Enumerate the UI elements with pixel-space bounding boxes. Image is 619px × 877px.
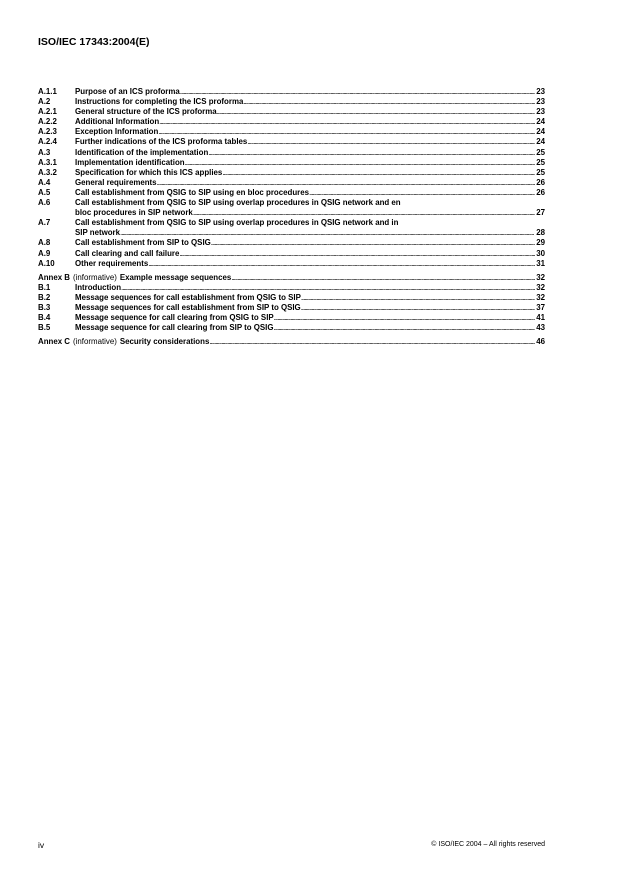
toc-number: A.2.4 — [38, 137, 57, 147]
toc-entry[interactable] — [38, 127, 545, 137]
toc-title: Instructions for completing the ICS proforma — [75, 97, 244, 107]
toc-entry[interactable] — [38, 168, 545, 178]
dot-leader — [211, 238, 535, 248]
toc-page: 32 — [536, 282, 545, 292]
dot-leader — [243, 97, 535, 107]
dot-leader — [309, 188, 535, 198]
toc-annex-c[interactable] — [38, 337, 545, 347]
toc-entry[interactable] — [38, 97, 545, 107]
toc-number: A.6 — [38, 198, 51, 208]
toc-number: A.5 — [38, 187, 51, 197]
toc-entry[interactable] — [38, 249, 545, 259]
toc-title: General structure of the ICS proforma — [75, 107, 217, 117]
annex-label: Annex C — [38, 337, 71, 347]
toc-page: 23 — [536, 107, 545, 117]
toc-entry[interactable] — [38, 303, 545, 313]
dot-leader — [148, 259, 535, 269]
dot-leader — [159, 117, 535, 127]
copyright-notice: © ISO/IEC 2004 – All rights reserved — [431, 841, 545, 848]
dot-leader — [274, 323, 536, 333]
toc-entry[interactable] — [38, 323, 545, 333]
toc-number: B.5 — [38, 323, 51, 333]
toc-page: 28 — [536, 228, 545, 238]
toc-title: Purpose of an ICS proforma — [75, 87, 180, 96]
dot-leader — [301, 303, 536, 313]
toc-title: Call clearing and call failure — [75, 248, 180, 258]
toc-page: 32 — [536, 272, 545, 282]
annex-title: Example message sequences — [119, 272, 232, 282]
annex-label: Annex B — [38, 272, 71, 282]
toc-title-continued: bloc procedures in SIP network — [75, 208, 193, 218]
toc-entry[interactable] — [38, 238, 545, 248]
dot-leader — [209, 337, 535, 347]
toc-number: A.3 — [38, 147, 51, 157]
toc-page: 41 — [536, 313, 545, 323]
toc-number: A.3.2 — [38, 167, 57, 177]
toc-title: Message sequences for call establishment from SIP to QSIG — [75, 302, 301, 312]
dot-leader — [231, 273, 535, 283]
dot-leader — [274, 313, 536, 323]
dot-leader — [217, 107, 536, 117]
annex-informative: (informative) — [73, 272, 117, 282]
annex-informative: (informative) — [73, 337, 117, 347]
toc-title: Implementation identification — [75, 157, 185, 167]
toc-entry[interactable] — [38, 178, 545, 188]
toc-number: A.9 — [38, 248, 51, 258]
toc-page: 26 — [536, 187, 545, 197]
toc-number: A.4 — [38, 177, 51, 187]
toc-page: 31 — [536, 258, 545, 268]
dot-leader — [185, 158, 536, 168]
toc-entry[interactable] — [38, 137, 545, 147]
toc-annex-b[interactable] — [38, 273, 545, 283]
toc-page: 25 — [536, 167, 545, 177]
dot-leader — [208, 148, 535, 158]
annex-title: Security considerations — [119, 337, 210, 347]
toc-title: Identification of the implementation — [75, 147, 209, 157]
toc-page: 25 — [536, 147, 545, 157]
toc-entry[interactable] — [38, 87, 545, 97]
dot-leader — [120, 228, 535, 238]
toc-number: A.2.3 — [38, 127, 57, 137]
toc-number: B.4 — [38, 313, 51, 323]
toc-title: Message sequence for call clearing from SIP to QSIG — [75, 323, 274, 333]
toc-entry[interactable] — [38, 293, 545, 303]
toc-entry[interactable] — [38, 313, 545, 323]
toc-page: 37 — [536, 302, 545, 312]
toc-entry[interactable] — [38, 117, 545, 127]
toc-title: Message sequences for call establishment from QSIG to SIP — [75, 292, 301, 302]
toc-title: General requirements — [75, 177, 157, 187]
toc-page: 24 — [536, 117, 545, 127]
toc-entry[interactable] — [38, 148, 545, 158]
dot-leader — [193, 208, 535, 218]
toc-number: A.10 — [38, 258, 55, 268]
toc-page: 30 — [536, 248, 545, 258]
toc-title: Additional Information — [75, 117, 160, 127]
toc-title: Call establishment from QSIG to SIP using en bloc procedures — [75, 187, 309, 197]
toc-page: 26 — [536, 177, 545, 187]
toc-number: B.3 — [38, 302, 51, 312]
toc-page: 46 — [536, 337, 545, 347]
toc-number: A.7 — [38, 218, 51, 228]
dot-leader — [157, 178, 536, 188]
toc-page: 25 — [536, 157, 545, 167]
toc-entry-multiline[interactable] — [38, 218, 545, 238]
dot-leader — [301, 293, 535, 303]
toc-title: Further indications of the ICS proforma tables — [75, 137, 248, 147]
dot-leader — [222, 168, 535, 178]
dot-leader — [158, 127, 535, 137]
toc-page: 23 — [536, 87, 545, 96]
toc-number: B.1 — [38, 282, 51, 292]
toc-title: Call establishment from SIP to QSIG — [75, 238, 211, 248]
toc-page: 27 — [536, 208, 545, 218]
toc-entry[interactable] — [38, 107, 545, 117]
toc-title: Call establishment from QSIG to SIP using overlap procedures in QSIG network and in — [75, 218, 399, 228]
toc-title: Message sequence for call clearing from QSIG to SIP — [75, 313, 274, 323]
toc-number: A.1.1 — [38, 87, 57, 96]
toc-entry[interactable] — [38, 259, 545, 269]
toc-page: 24 — [536, 127, 545, 137]
document-id-header: ISO/IEC 17343:2004(E) — [38, 36, 150, 48]
toc-entry-multiline[interactable] — [38, 198, 545, 218]
toc-number: A.8 — [38, 238, 51, 248]
toc-number: A.2.1 — [38, 107, 57, 117]
toc-entry[interactable] — [38, 188, 545, 198]
toc-number: A.2.2 — [38, 117, 57, 127]
toc-number: A.2 — [38, 97, 51, 107]
toc-page: 23 — [536, 97, 545, 107]
toc-title-continued: SIP network — [75, 228, 121, 238]
toc-number: B.2 — [38, 292, 51, 302]
toc-entry[interactable] — [38, 158, 545, 168]
toc-page: 24 — [536, 137, 545, 147]
toc-entry[interactable] — [38, 283, 545, 293]
toc-title: Exception Information — [75, 127, 159, 137]
toc-title: Other requirements — [75, 258, 149, 268]
dot-leader — [247, 137, 535, 147]
table-of-contents — [38, 87, 545, 347]
toc-page: 43 — [536, 323, 545, 333]
toc-title: Specification for which this ICS applies — [75, 167, 223, 177]
page-number: iv — [38, 840, 45, 850]
toc-page: 32 — [536, 292, 545, 302]
toc-title: Call establishment from QSIG to SIP using overlap procedures in QSIG network and en — [75, 198, 401, 208]
toc-number: A.3.1 — [38, 157, 57, 167]
toc-page: 29 — [536, 238, 545, 248]
dot-leader — [121, 283, 535, 293]
dot-leader — [179, 249, 535, 259]
dot-leader — [180, 87, 535, 97]
toc-title: Introduction — [75, 282, 122, 292]
